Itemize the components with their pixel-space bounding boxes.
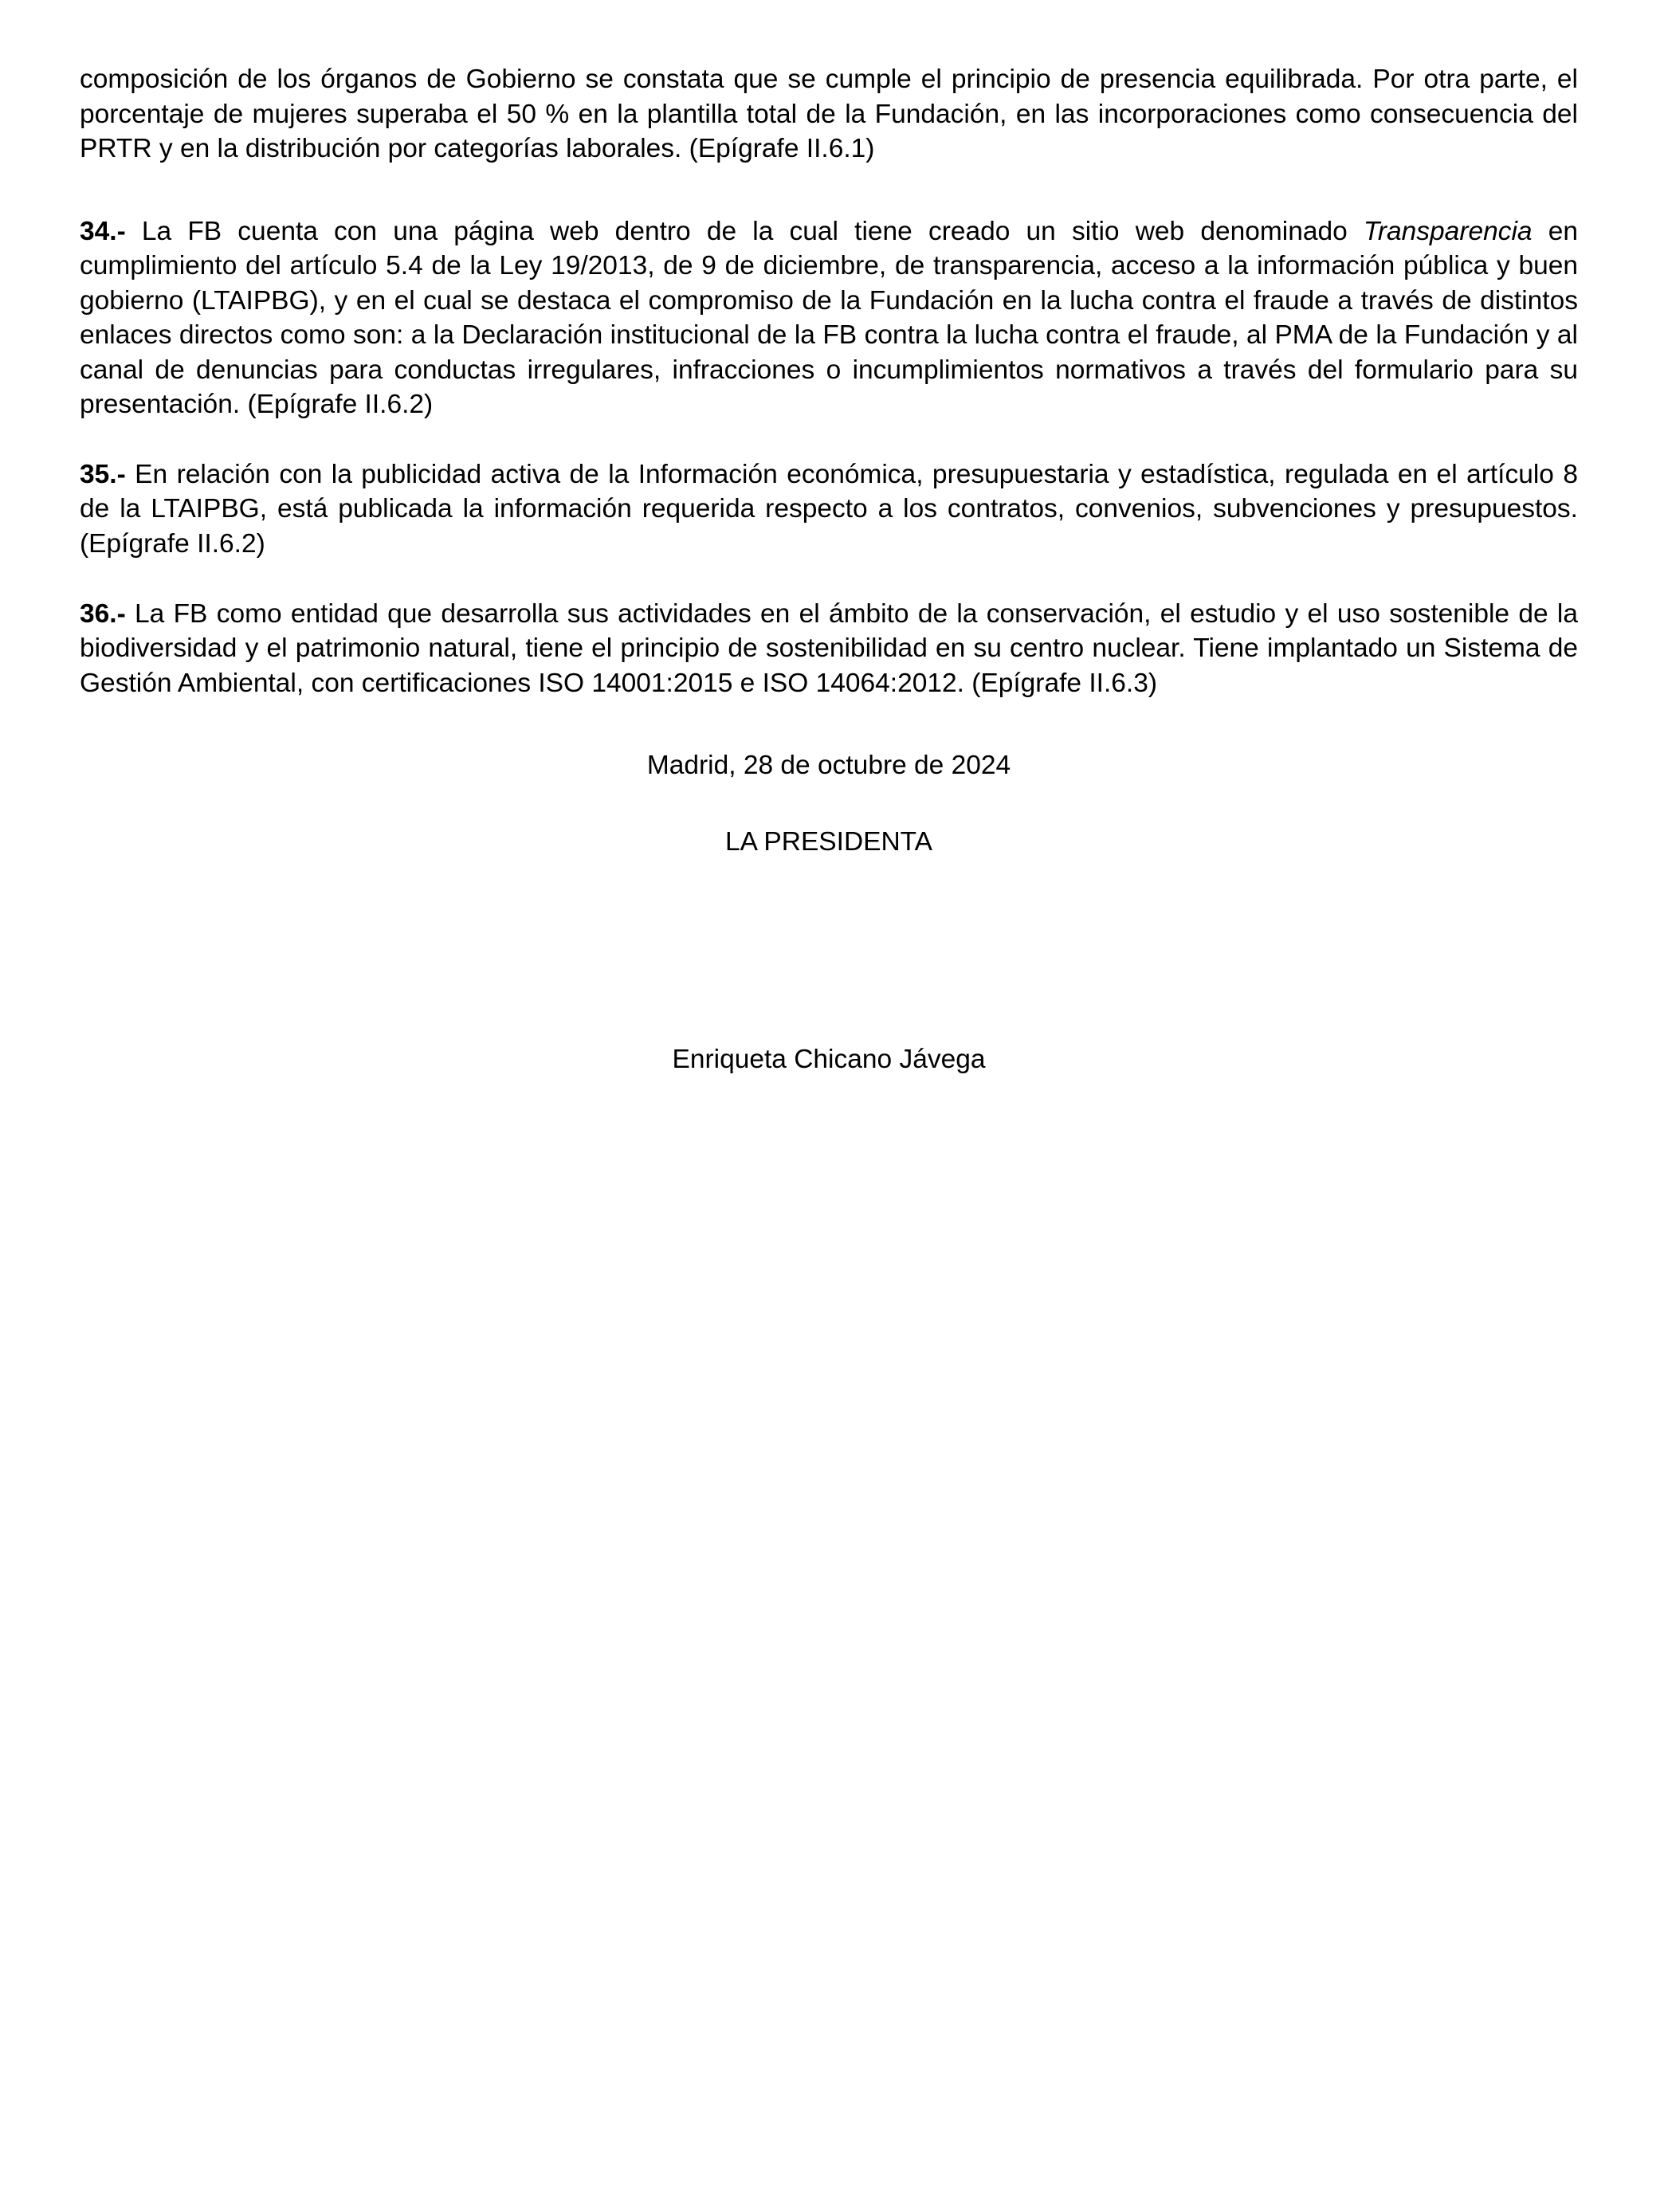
paragraph-number: 35.- [80, 459, 126, 489]
paragraph-number: 34.- [80, 216, 126, 246]
paragraph-text: composición de los órganos de Gobierno se constata que se cumple el principio de presencia equilibrada. Por otra parte, el porcentaje de mujeres superaba el 50 % en la plantilla total de la Fundación, en las incorporaciones como consecuencia del PRTR y en la distribución por categorías laborales. (Epígrafe II.6.1) [80, 65, 1578, 164]
signer-title: LA PRESIDENTA [724, 826, 933, 857]
paragraph-36 [80, 597, 1578, 701]
paragraph-text-after-italic: en cumplimiento del artículo 5.4 de la Ley 19/2013, de 9 de diciembre, de transparencia, acceso a la información pública y buen gobierno (LTAIPBG), y en el cual se destaca el compromiso de la Fundación en la lucha contra el fraude a través de distintos enlaces directos como son: a la Declaración institucional de la FB contra la lucha contra el fraude, al PMA de la Fundación y al canal de denuncias para conductas irregulares, infracciones o incumplimientos normativos a través del formulario para su presentación. (Epígrafe II.6.2) [80, 216, 1578, 420]
closing-block [80, 748, 1578, 1077]
paragraph-35 [80, 457, 1578, 562]
place-and-date: Madrid, 28 de octubre de 2024 [646, 751, 1011, 781]
paragraph-text: La FB como entidad que desarrolla sus actividades en el ámbito de la conservación, el estudio y el uso sostenible de la biodiversidad y el patrimonio natural, tiene el principio de sostenibilidad en su centro nuclear. Tiene implantado un Sistema de Gestión Ambiental, con certificaciones ISO 14001:2015 e ISO 14064:2012. (Epígrafe II.6.3) [80, 598, 1578, 698]
paragraph-continuation [80, 62, 1578, 167]
paragraph-italic-term: Transparencia [1363, 216, 1533, 246]
paragraph-34 [80, 214, 1578, 422]
paragraph-text-before-italic: La FB cuenta con una página web dentro de la cual tiene creado un sitio web denominado [125, 216, 1364, 246]
paragraph-text: En relación con la publicidad activa de la Información económica, presupuestaria y estadística, regulada en el artículo 8 de la LTAIPBG, está publicada la información requerida respecto a los contratos, convenios, subvenciones y presupuestos. (Epígrafe II.6.2) [80, 459, 1578, 559]
paragraph-number: 36.- [80, 598, 126, 629]
signer-name: Enriqueta Chicano Jávega [672, 1045, 986, 1075]
document-body [80, 62, 1578, 1077]
